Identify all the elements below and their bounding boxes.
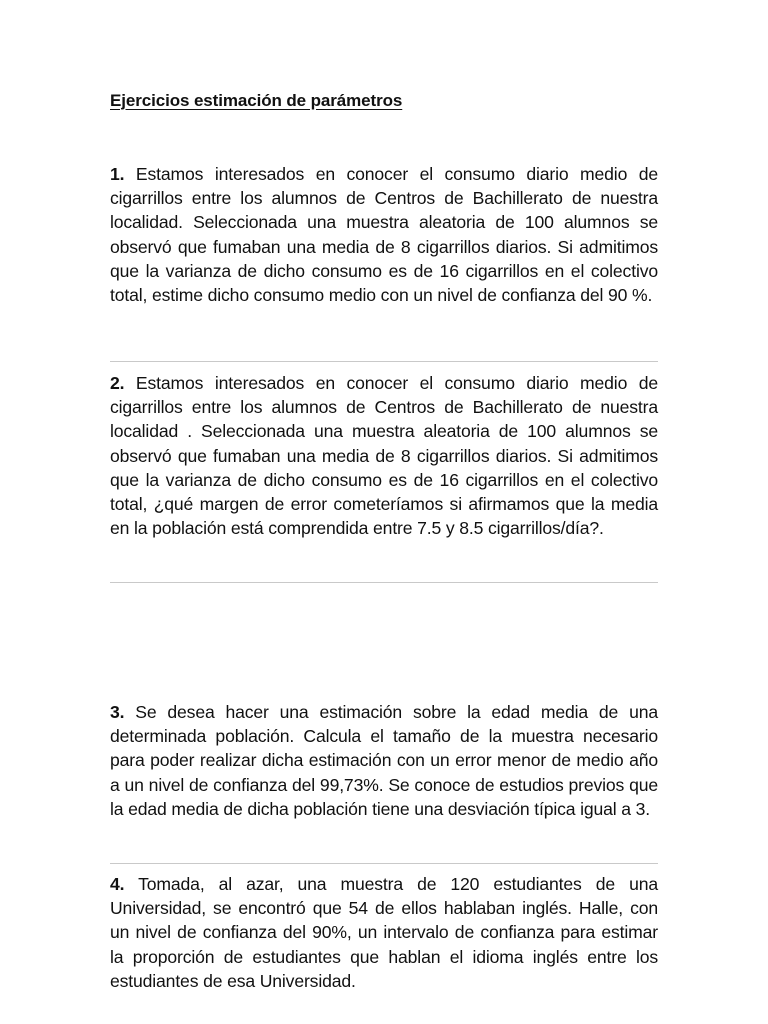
divider-2 [110, 582, 658, 583]
exercise-4-text: Tomada, al azar, una muestra de 120 estudiantes de una Universidad, se encontró que 54 de ellos hablaban inglés. Halle, con un nivel de confianza del 90%, un intervalo de confianza para estimar la proporción de estudiantes que hablan el idioma inglés entre los estudiantes de esa Universidad. [110, 874, 659, 991]
divider-3 [110, 863, 658, 864]
exercise-4 [110, 872, 658, 993]
exercise-3-text: Se desea hacer una estimación sobre la edad media de una determinada población. Calcula el tamaño de la muestra necesario para poder realizar dicha estimación con un error menor de medio año a un nivel de confianza del 99,73%. Se conoce de estudios previos que la edad media de dicha población tiene una desviación típica igual a 3. [110, 702, 658, 819]
exercise-4-number: 4. [110, 874, 125, 894]
exercise-1-text: Estamos interesados en conocer el consumo diario medio de cigarrillos entre los alumnos de Centros de Bachillerato de nuestra localidad. Seleccionada una muestra aleatoria de 100 alumnos se observó que fumaban una media de 8 cigarrillos diarios. Si admitimos que la varianza de dicho consumo es de 16 cigarrillos en el colectivo total, estime dicho consumo medio con un nivel de confianza del 90 %. [110, 164, 659, 306]
document-title: Ejercicios estimación de parámetros [110, 91, 403, 110]
exercise-2-text: Estamos interesados en conocer el consumo diario medio de cigarrillos entre los alumnos de Centros de Bachillerato de nuestra localidad . Seleccionada una muestra aleatoria de 100 alumnos se observó que fumaban una media de 8 cigarrillos diarios. Si admitimos que la varianza de dicho consumo es de 16 cigarrillos en el colectivo total, ¿qué margen de error cometeríamos si afirmamos que la media en la población está comprendida entre 7.5 y 8.5 cigarrillos/día?. [110, 373, 659, 539]
divider-1 [110, 361, 658, 362]
exercise-2 [110, 371, 658, 540]
exercise-1 [110, 162, 658, 307]
exercise-3 [110, 700, 658, 821]
exercise-2-number: 2. [110, 373, 125, 393]
exercise-1-number: 1. [110, 164, 125, 184]
exercise-3-number: 3. [110, 702, 125, 722]
